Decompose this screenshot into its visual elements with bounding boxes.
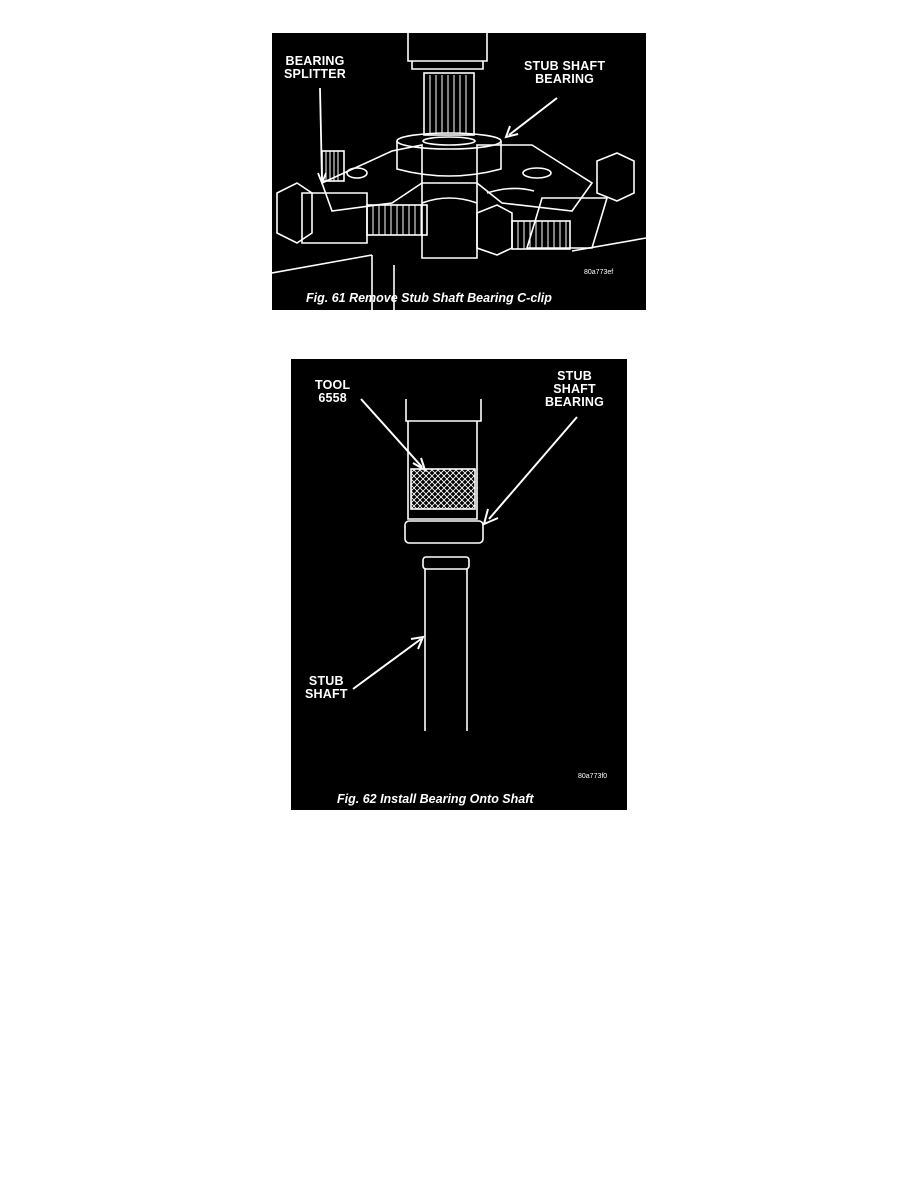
label-stub-shaft-bearing: STUB SHAFT BEARING: [545, 369, 605, 409]
figure-62-code: 80a773f0: [578, 773, 608, 780]
figure-62-install-bearing-onto-shaft: [291, 359, 627, 810]
install-bearing-illustration: [291, 359, 627, 810]
figure-62-caption: Fig. 62 Install Bearing Onto Shaft: [337, 792, 534, 806]
figure-61-code: 80a773ef: [584, 269, 614, 276]
label-stub-shaft-bearing: STUB SHAFT BEARING: [524, 59, 606, 86]
label-stub-shaft: STUB SHAFT: [305, 674, 348, 701]
label-tool-6558: TOOL 6558: [315, 378, 351, 405]
figure-61-remove-stub-shaft-bearing: [272, 33, 646, 310]
figure-61-caption: Fig. 61 Remove Stub Shaft Bearing C-clip: [306, 291, 552, 305]
label-bearing-splitter: BEARING SPLITTER: [284, 54, 347, 81]
